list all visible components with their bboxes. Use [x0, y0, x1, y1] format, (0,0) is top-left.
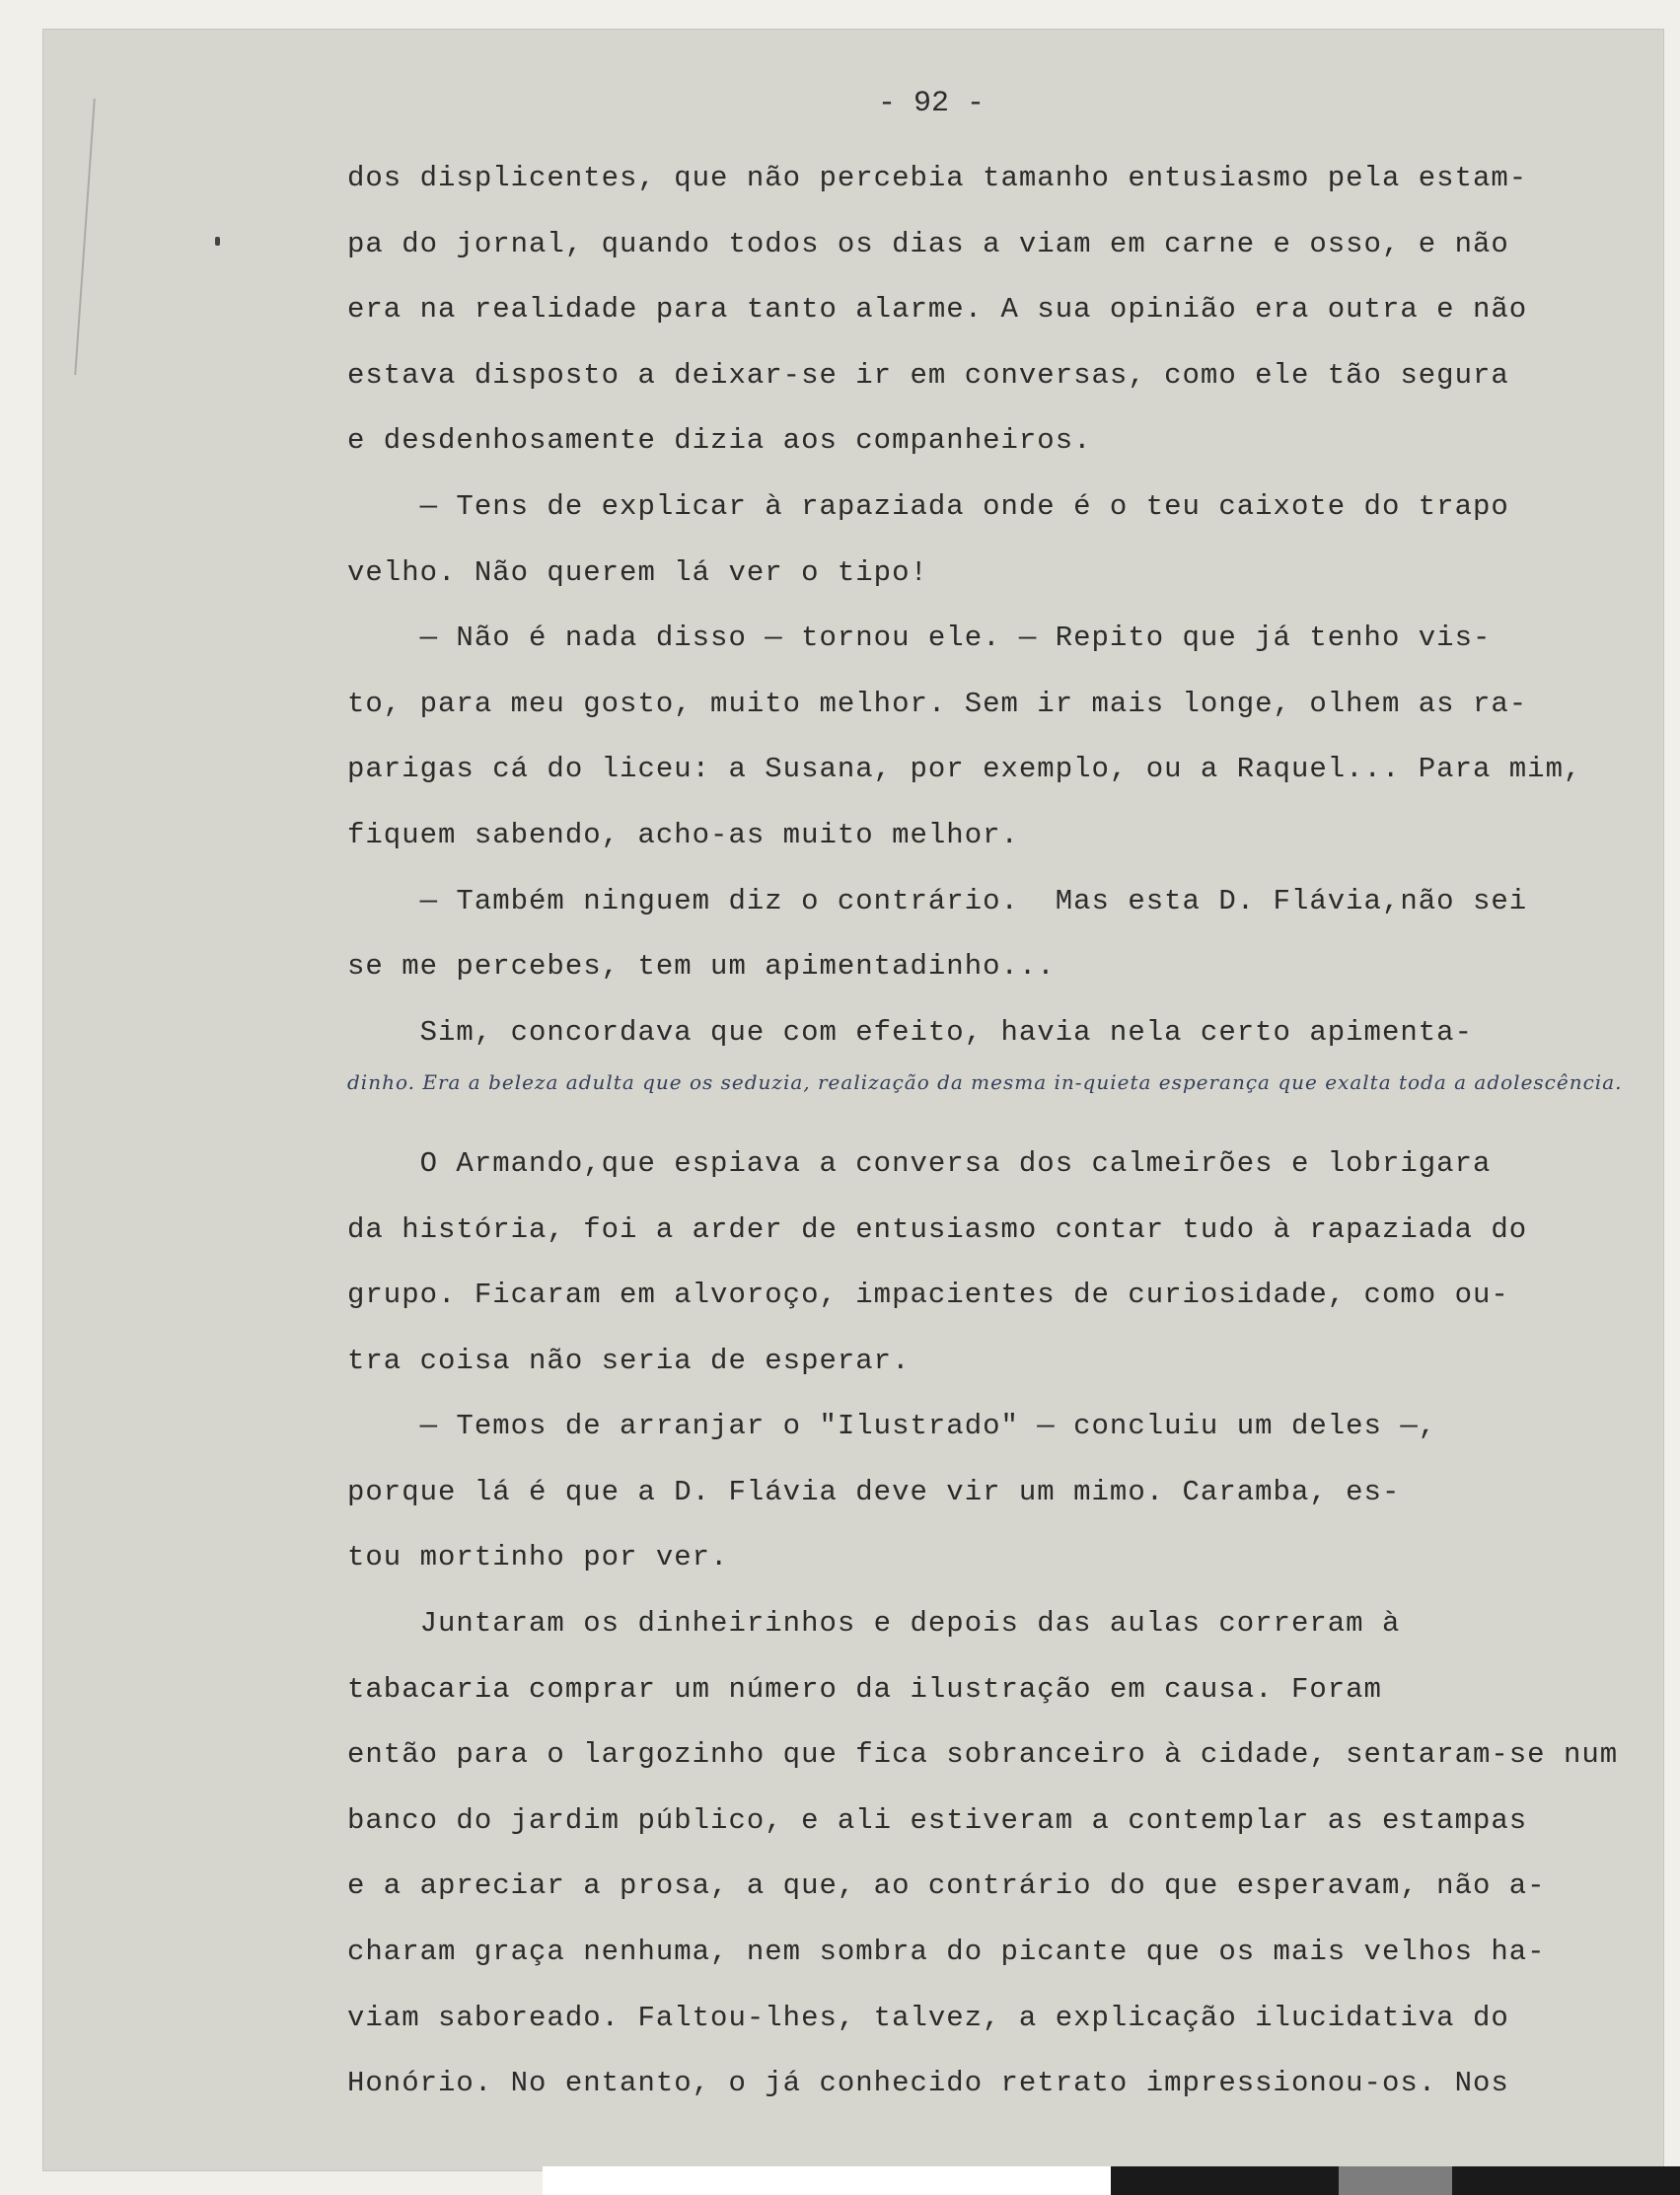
- text-line: O Armando,que espiava a conversa dos calmeirões e lobrigara: [347, 1146, 1492, 1180]
- text-line: viam saboreado. Faltou-lhes, talvez, a explicação ilucidativa do: [347, 2001, 1509, 2034]
- text-line: porque lá é que a D. Flávia deve vir um mimo. Caramba, es-: [347, 1475, 1401, 1508]
- text-line: — Não é nada disso — tornou ele. — Repito que já tenho vis-: [347, 622, 1492, 655]
- text-line: — Também ninguem diz o contrário. Mas esta D. Flávia,não sei: [347, 884, 1528, 917]
- text-line: velho. Não querem lá ver o tipo!: [347, 555, 928, 589]
- text-line: era na realidade para tanto alarme. A sua opinião era outra e não: [347, 293, 1528, 327]
- text-line: se me percebes, tem um apimentadinho...: [347, 950, 1056, 984]
- text-line: tou mortinho por ver.: [347, 1541, 729, 1574]
- text-line: Honório. No entanto, o já conhecido retrato impressionou-os. Nos: [347, 2067, 1509, 2100]
- text-line: e desdenhosamente dizia aos companheiros.: [347, 424, 1092, 458]
- text-line: então para o largozinho que fica sobranceiro à cidade, sentaram-se num: [347, 1738, 1619, 1772]
- text-line: Sim, concordava que com efeito, havia nela certo apimenta-: [347, 1015, 1473, 1049]
- text-line: to, para meu gosto, muito melhor. Sem ir mais longe, olhem as ra-: [347, 687, 1528, 720]
- text-line: e a apreciar a prosa, a que, ao contrário do que esperavam, não a-: [347, 1869, 1546, 1903]
- handwritten-insertion: dinho. Era a beleza adulta que os seduzia, realização da mesma in-quieta esperança que exalta toda a adolescência.: [347, 1070, 1623, 1095]
- text-line: Juntaram os dinheirinhos e depois das aulas correram à: [347, 1607, 1401, 1641]
- text-line: — Temos de arranjar o "Ilustrado" — concluiu um deles —,: [347, 1410, 1437, 1443]
- text-line: grupo. Ficaram em alvoroço, impacientes de curiosidade, como ou-: [347, 1279, 1509, 1312]
- text-line: tra coisa não seria de esperar.: [347, 1344, 911, 1377]
- text-line: pa do jornal, quando todos os dias a viam em carne e osso, e não: [347, 227, 1509, 260]
- typewritten-text: [347, 146, 1654, 2117]
- text-line: parigas cá do liceu: a Susana, por exemplo, ou a Raquel... Para mim,: [347, 753, 1582, 786]
- text-line: fiquem sabendo, acho-as muito melhor.: [347, 818, 1019, 851]
- text-line: da história, foi a arder de entusiasmo contar tudo à rapaziada do: [347, 1212, 1528, 1246]
- scan-color-ruler: [543, 2166, 1680, 2195]
- text-line: estava disposto a deixar-se ir em conversas, como ele tão segura: [347, 358, 1509, 392]
- ink-dot: [215, 237, 220, 246]
- text-line: banco do jardim público, e ali estiveram a contemplar as estampas: [347, 1803, 1528, 1837]
- text-line: tabacaria comprar um número da ilustração em causa. Foram: [347, 1672, 1382, 1706]
- text-line: charam graça nenhuma, nem sombra do picante que os mais velhos ha-: [347, 1936, 1546, 1969]
- page-number: - 92 -: [878, 87, 986, 120]
- text-line: — Tens de explicar à rapaziada onde é o teu caixote do trapo: [347, 489, 1509, 523]
- text-line: dos displicentes, que não percebia tamanho entusiasmo pela estam-: [347, 162, 1528, 194]
